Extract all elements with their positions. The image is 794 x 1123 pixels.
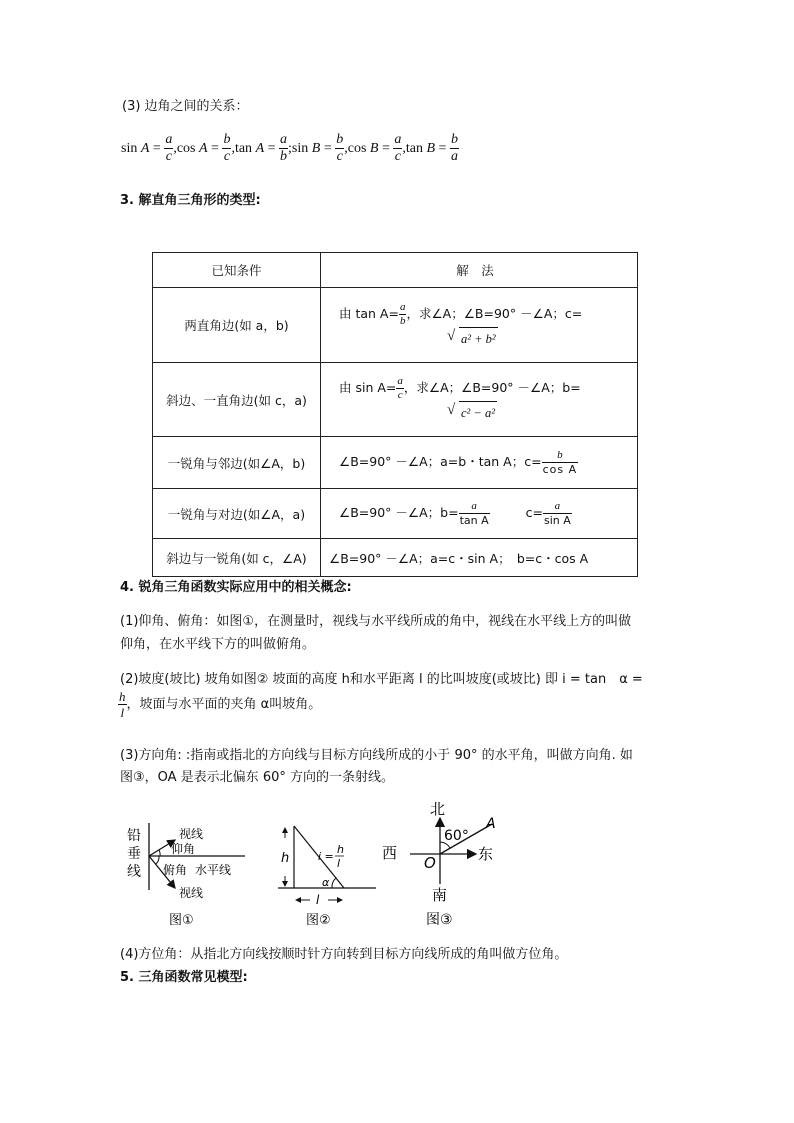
denominator: b (399, 314, 406, 327)
formula-angle: B (426, 140, 436, 156)
section3-heading: (3) 边角之间的关系： (122, 99, 249, 114)
formula-lhs: tan (234, 140, 253, 156)
denominator: cos A (542, 463, 578, 476)
formula: tan A = $\frac{a}{b}$ ; (234, 132, 292, 164)
row-condition: 斜边、一直角边(如 c，a) (153, 363, 321, 437)
separator: , (231, 140, 235, 156)
numerator: b (336, 132, 344, 147)
fraction (279, 133, 288, 164)
numerator: a (280, 132, 288, 147)
figure-2-slope (268, 818, 383, 933)
sight-up-label: 视线 (179, 827, 204, 841)
separator: , (402, 140, 406, 156)
denominator: l (120, 705, 125, 720)
fraction (396, 376, 404, 401)
square-root (447, 401, 497, 424)
sight-down-label: 视线 (179, 886, 204, 900)
l-label: l (316, 893, 320, 907)
fraction (542, 450, 579, 475)
separator: , (344, 140, 348, 156)
formula: sin B = $\frac{b}{c}$ , (291, 132, 348, 164)
h-label: h (281, 851, 290, 866)
figure-1-caption: 图① (169, 913, 194, 928)
denominator: c (397, 389, 403, 401)
numerator: a (399, 300, 406, 313)
horizontal-label: 水平线 (195, 863, 232, 877)
east-label: 东 (478, 845, 494, 863)
method-text: c= (525, 505, 543, 520)
point-A-label: A (486, 816, 496, 832)
table-row (153, 437, 638, 489)
numerator: b (450, 132, 458, 147)
numerator: a (165, 132, 173, 147)
row-method (321, 288, 638, 363)
formula-angle: B (369, 140, 379, 156)
denominator: a (450, 149, 458, 164)
method-text: ∠B=90° －∠A；a=b・tan A；c= (339, 454, 542, 469)
denominator: sin A (543, 514, 571, 527)
south-label: 南 (432, 886, 448, 904)
formula-angle: A (140, 140, 150, 156)
figure-3-caption: 图③ (426, 912, 453, 928)
formula-lhs: cos (176, 140, 196, 156)
header-condition: 已知条件 (153, 253, 321, 288)
denominator: c (165, 149, 172, 164)
fraction (543, 501, 572, 526)
depression-label: 俯角 (163, 863, 188, 877)
formula: sin A = $\frac{a}{c}$ , (121, 132, 177, 164)
row-method (321, 489, 638, 539)
method-text: 由 sin A= (339, 380, 397, 395)
numerator: b (542, 450, 579, 463)
para-elevation-line2: 仰角，在水平线下方的叫做俯角。 (120, 637, 316, 652)
section-title-solve-types: 3. 解直角三角形的类型: (120, 193, 261, 208)
row-condition: 斜边与一锐角(如 c，∠A) (153, 539, 321, 577)
formula-angle: B (311, 140, 321, 156)
header-method: 解 法 (321, 253, 638, 288)
numerator: a (459, 501, 490, 514)
para-elevation-line1: (1)仰角、俯角：如图①，在测量时，视线与水平线所成的角中，视线在水平线上方的叫做 (120, 614, 632, 629)
para-slope-line2: ，坡面与水平面的夹角 α叫坡角。 (126, 697, 322, 712)
denominator: tan A (459, 514, 489, 527)
row-method (321, 437, 638, 489)
denominator: c (336, 149, 343, 164)
figure-3-direction (380, 796, 505, 933)
denominator: c (223, 149, 231, 164)
west-label: 西 (382, 844, 398, 862)
vertical-label: 垂 (127, 846, 141, 862)
ratio-numerator: h (337, 843, 344, 856)
row-condition: 一锐角与邻边(如∠A，b) (153, 437, 321, 489)
denominator: b (280, 149, 288, 164)
solve-types-table (152, 252, 638, 577)
section5-title: 5. 三角函数常见模型: (120, 970, 248, 985)
alpha-label: α (322, 876, 330, 889)
row-condition: 一锐角与对边(如∠A，a) (153, 489, 321, 539)
row-condition: 两直角边(如 a，b) (153, 288, 321, 363)
origin-label: O (424, 854, 436, 872)
formula-lhs: sin (121, 140, 138, 156)
numerator: a (543, 501, 572, 514)
formula: tan B = $\frac{b}{a}$ (405, 132, 458, 164)
figure-2-caption: 图② (306, 913, 331, 928)
para-bearing: (4)方位角：从指北方向线按顺时针方向转到目标方向线所成的角叫做方位角。 (120, 947, 568, 962)
fraction (118, 690, 127, 719)
alpha-arc (332, 878, 336, 888)
formula-lhs: tan (405, 140, 423, 156)
para-direction-line2: 图③，OA 是表示北偏东 60° 方向的一条射线。 (120, 770, 394, 785)
row-method (321, 363, 638, 437)
method-text: ，求∠A；∠B=90° －∠A；c= (406, 305, 583, 321)
radicand: a² + b² (459, 327, 498, 350)
para-slope-line1: (2)坡度(坡比) 坡角如图② 坡面的高度 h和水平距离 l 的比叫坡度(或坡比) 即 i = tan α = (120, 672, 643, 687)
slope-fraction (118, 690, 321, 719)
separator: ; (288, 140, 292, 156)
denominator: c (394, 149, 401, 164)
method-text: 由 tan A= (339, 305, 399, 321)
row-method: ∠B=90° －∠A；a=c・sin A； b=c・cos A (321, 539, 638, 577)
depression-arc (156, 856, 159, 864)
elevation-label: 仰角 (171, 842, 196, 856)
vertical-label: 铅 (127, 828, 141, 844)
numerator: b (223, 132, 231, 147)
north-label: 北 (430, 800, 446, 818)
ratio-label: i = (318, 850, 334, 863)
table-row (153, 363, 638, 437)
numerator: h (119, 689, 126, 704)
fraction (335, 133, 344, 164)
table-row (153, 288, 638, 363)
para-direction-line1: (3)方向角: :指南或指北的方向线与目标方向线所成的小于 90° 的水平角，叫做方向角. 如 (120, 748, 633, 763)
formula-lhs: sin (291, 140, 309, 156)
formula-lhs: cos (347, 140, 367, 156)
table-header-row (153, 253, 638, 288)
numerator: a (397, 375, 403, 387)
formula-angle: A (255, 140, 265, 156)
table-row (153, 539, 638, 577)
method-text: ，求∠A；∠B=90° －∠A；b= (403, 380, 581, 395)
angle-label: 60° (444, 828, 469, 844)
formula: cos A = $\frac{b}{c}$ , (176, 132, 235, 164)
radicand: c² − a² (459, 401, 497, 424)
elevation-arc (159, 850, 160, 856)
formula-angle: A (198, 140, 208, 156)
formula: cos B = $\frac{a}{c}$ , (347, 132, 406, 164)
square-root (447, 327, 498, 350)
vertical-label: 线 (127, 864, 141, 880)
edge-angle-formulas (121, 133, 459, 164)
fraction (164, 133, 173, 164)
figure-1-elevation-depression (125, 818, 255, 933)
method-text: ∠B=90° －∠A；b= (339, 505, 459, 520)
separator: , (173, 140, 177, 156)
numerator: a (394, 132, 402, 147)
fraction (459, 501, 490, 526)
ratio-denominator: l (337, 857, 341, 870)
fraction (450, 133, 459, 164)
table-row (153, 489, 638, 539)
section4-title: 4. 锐角三角函数实际应用中的相关概念: (120, 580, 352, 595)
